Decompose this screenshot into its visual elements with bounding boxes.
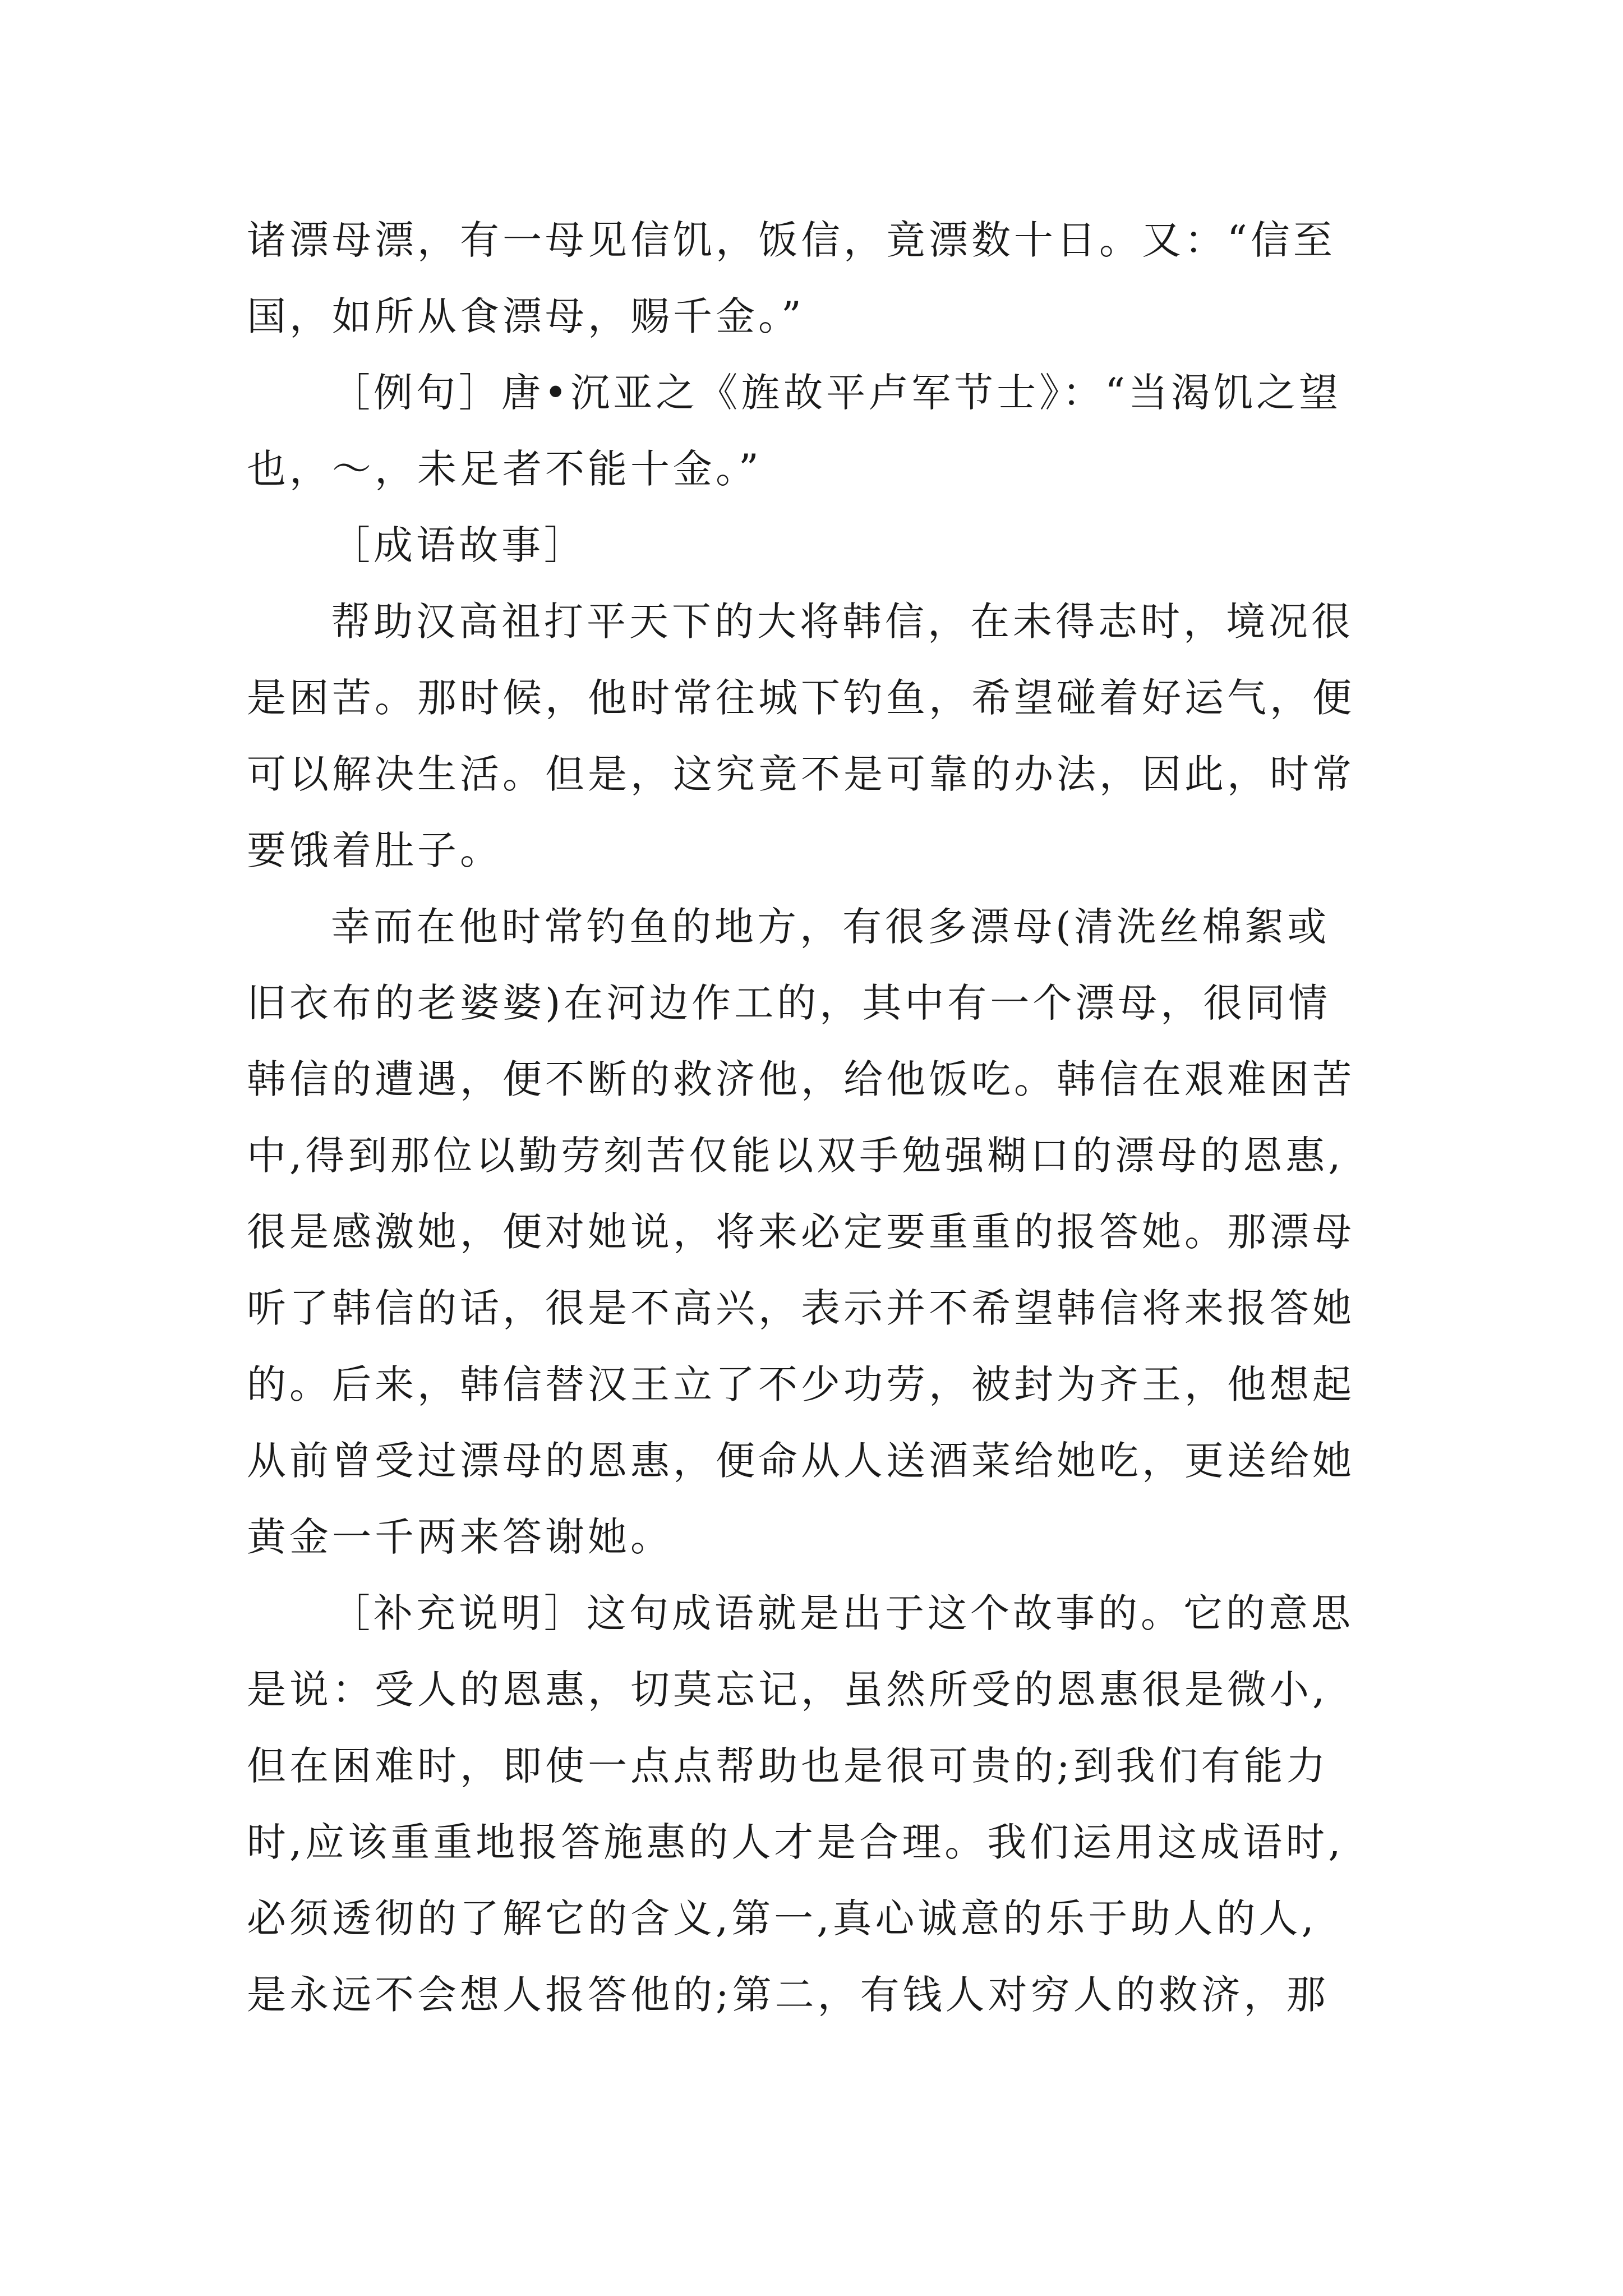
text-line: 旧衣布的老婆婆)在河边作工的，其中有一个漂母，很同情 <box>247 980 1331 1026</box>
document-body <box>247 202 1391 2033</box>
text-line: 但在困难时，即使一点点帮助也是很可贵的;到我们有能力 <box>247 1743 1329 1789</box>
text-line: 从前曾受过漂母的恩惠，便命从人送酒菜给她吃，更送给她 <box>247 1438 1355 1484</box>
text-line: 是困苦。那时候，他时常往城下钓鱼，希望碰着好运气，便 <box>247 675 1355 721</box>
example-sentence-line: ［例句］唐•沉亚之《旌故平卢军节士》：“当渴饥之望 <box>331 370 1342 416</box>
text-line: 帮助汉高祖打平天下的大将韩信，在未得志时，境况很 <box>331 599 1354 645</box>
text-line: 要饿着肚子。 <box>247 827 502 873</box>
text-line: 中,得到那位以勤劳刻苦仅能以双手勉强糊口的漂母的恩惠, <box>247 1133 1344 1179</box>
text-line: 是永远不会想人报答他的;第二，有钱人对穷人的救济，那 <box>247 1972 1329 2018</box>
section-heading-idiom-story: ［成语故事］ <box>331 522 587 568</box>
text-line: 必须透彻的了解它的含义,第一,真心诚意的乐于助人的人, <box>247 1895 1317 1941</box>
text-line: 幸而在他时常钓鱼的地方，有很多漂母(清洗丝棉絮或 <box>331 904 1330 950</box>
text-line: 黄金一千两来答谢她。 <box>247 1514 673 1560</box>
text-line: 诸漂母漂，有一母见信饥，饭信，竟漂数十日。又：“信至 <box>247 217 1336 263</box>
text-line: 也，～，未足者不能十金。” <box>247 446 762 492</box>
text-line: 韩信的遭遇，便不断的救济他，给他饭吃。韩信在艰难困苦 <box>247 1056 1355 1102</box>
text-line: 是说：受人的恩惠，切莫忘记，虽然所受的恩惠很是微小, <box>247 1667 1329 1713</box>
supplementary-note-line: ［补充说明］这句成语就是出于这个故事的。它的意思 <box>331 1590 1354 1636</box>
text-line: 很是感激她，便对她说，将来必定要重重的报答她。那漂母 <box>247 1209 1355 1255</box>
text-line: 时,应该重重地报答施惠的人才是合理。我们运用这成语时, <box>247 1819 1344 1865</box>
text-line: 的。后来，韩信替汉王立了不少功劳，被封为齐王，他想起 <box>247 1361 1355 1407</box>
text-line: 听了韩信的话，很是不高兴，表示并不希望韩信将来报答她 <box>247 1285 1355 1331</box>
text-line: 可以解决生活。但是，这究竟不是可靠的办法，因此，时常 <box>247 751 1355 797</box>
text-line: 国，如所从食漂母，赐千金。” <box>247 293 805 339</box>
